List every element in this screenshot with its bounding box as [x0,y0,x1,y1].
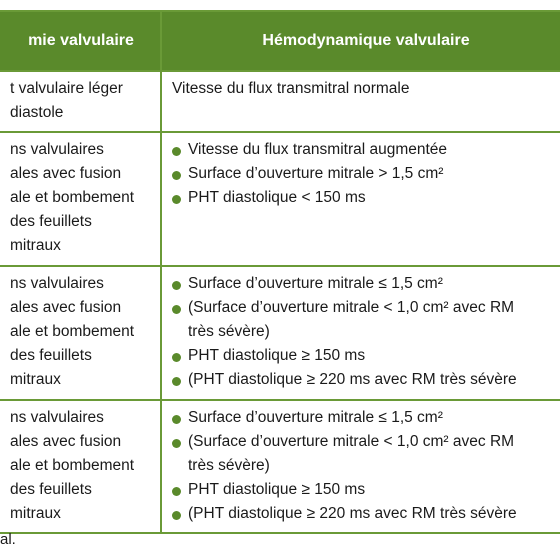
hemodynamics-cell [161,266,560,400]
list-item-text: très sévère) [188,323,270,340]
anatomy-cell [0,132,161,266]
list-item [172,406,560,430]
hemodynamics-cell [161,132,560,266]
anatomy-cell [0,400,161,533]
bullet-dot-icon [172,147,181,156]
anatomy-cell [0,71,161,132]
hemodynamics-text: Vitesse du flux transmitral normale [172,80,410,97]
anatomy-line: ale et bombement [10,457,135,474]
table-header-row [0,11,560,71]
list-item [172,162,560,186]
anatomy-line: ale et bombement [10,189,135,206]
anatomy-cell [0,266,161,400]
footnote: al. [0,531,16,548]
list-item [172,138,560,162]
list-item [172,186,560,210]
hemodynamics-cell [161,400,560,533]
anatomy-line: mitraux [10,371,61,388]
anatomy-line: mitraux [10,237,61,254]
bullet-dot-icon [172,511,181,520]
anatomy-line: ns valvulaires [10,275,104,292]
list-item [172,344,560,368]
list-item [172,502,560,526]
list-item-text: Surface d’ouverture mitrale ≤ 1,5 cm² [188,409,443,426]
anatomy-line: des feuillets [10,347,92,364]
header-anatomy-label: mie valvulaire [28,32,134,49]
bullet-dot-icon [172,415,181,424]
bullet-dot-icon [172,281,181,290]
list-item-text: PHT diastolique < 150 ms [188,189,366,206]
list-item-text: (Surface d’ouverture mitrale < 1,0 cm² avec RM [188,433,515,450]
list-item-text: Vitesse du flux transmitral augmentée [188,141,448,158]
table-row [0,400,560,533]
bullet-dot-icon [172,305,181,314]
list-item-text: Surface d’ouverture mitrale > 1,5 cm² [188,165,444,182]
table-row [0,132,560,266]
list-item-text: Surface d’ouverture mitrale ≤ 1,5 cm² [188,275,443,292]
list-item-text: PHT diastolique ≥ 150 ms [188,347,366,364]
bullet-dot-icon [172,195,181,204]
bullet-dot-icon [172,353,181,362]
anatomy-line: ns valvulaires [10,141,104,158]
anatomy-line: ns valvulaires [10,409,104,426]
list-item [172,272,560,296]
list-item-text: (PHT diastolique ≥ 220 ms avec RM très sévère [188,371,517,388]
list-item [172,430,560,478]
header-anatomy [0,11,161,71]
list-item-text: PHT diastolique ≥ 150 ms [188,481,366,498]
anatomy-line: mitraux [10,505,61,522]
table-row [0,266,560,400]
list-item [172,296,560,344]
valve-table-container [0,10,560,534]
valve-hemodynamics-table [0,10,560,534]
bullet-dot-icon [172,171,181,180]
anatomy-line: des feuillets [10,213,92,230]
list-item-text: très sévère) [188,457,270,474]
list-item-text: (Surface d’ouverture mitrale < 1,0 cm² avec RM [188,299,515,316]
anatomy-line: ale et bombement [10,323,135,340]
hemodynamics-list [172,272,560,392]
list-item [172,368,560,392]
anatomy-line: ales avec fusion [10,299,122,316]
bullet-dot-icon [172,439,181,448]
list-item-text: (PHT diastolique ≥ 220 ms avec RM très sévère [188,505,517,522]
header-hemodynamics: Hémodynamique valvulaire [161,11,560,71]
anatomy-line: t valvulaire léger [10,80,123,97]
list-item [172,478,560,502]
anatomy-line: ales avec fusion [10,165,122,182]
hemodynamics-list [172,138,560,210]
hemodynamics-cell [161,71,560,132]
anatomy-line: diastole [10,104,64,121]
bullet-dot-icon [172,377,181,386]
anatomy-line: ales avec fusion [10,433,122,450]
table-row [0,71,560,132]
anatomy-line: des feuillets [10,481,92,498]
hemodynamics-list [172,406,560,526]
bullet-dot-icon [172,487,181,496]
table-body [0,71,560,533]
